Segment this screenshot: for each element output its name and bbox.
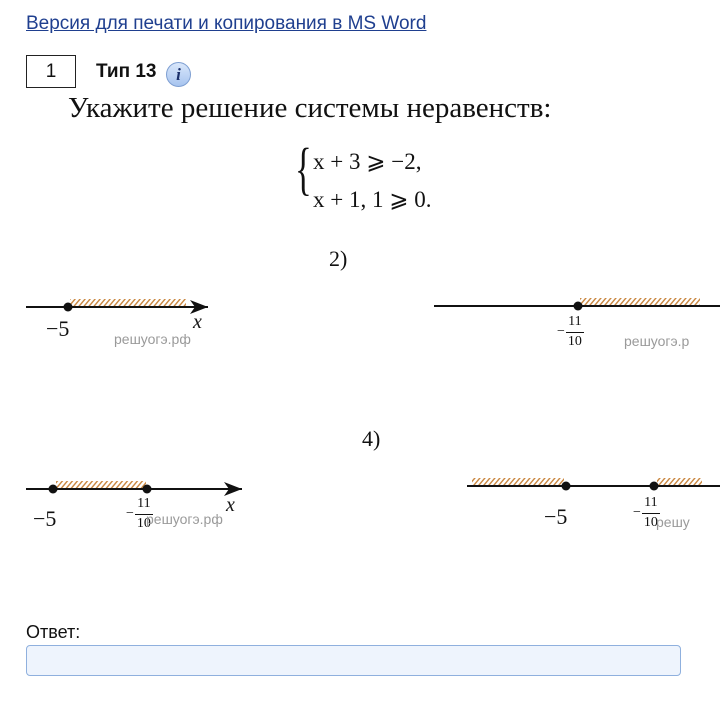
option-1-point [64, 303, 73, 312]
option-4-fraction-den: 10 [643, 514, 658, 530]
option-3-number-line[interactable] [26, 481, 242, 496]
option-3-point-b [143, 485, 152, 494]
option-4-number-line[interactable] [467, 478, 720, 491]
option-4-fraction-num: 11 [644, 495, 658, 510]
option-2-fraction-num: 11 [568, 314, 582, 329]
answer-input[interactable] [26, 645, 681, 676]
option-3-fraction-den: 10 [136, 515, 151, 531]
option-4-hatch-right [657, 478, 702, 485]
inequality-2: x + 1, 1 ⩾ 0. [313, 187, 432, 212]
option-3-axis-variable: x [226, 494, 235, 516]
option-4-watermark: решу [656, 514, 690, 530]
option-2-fraction-label [557, 315, 584, 349]
option-1-axis-variable: x [193, 311, 202, 333]
option-3-point-a [49, 485, 58, 494]
task-type-label: Тип 13 [96, 61, 157, 82]
option-2-fraction-bar [566, 332, 584, 333]
option-4-point-label: −5 [544, 504, 568, 529]
option-1-watermark: решуогэ.рф [114, 331, 191, 347]
print-version-link[interactable]: Версия для печати и копирования в MS Word [26, 13, 427, 34]
option-2-watermark: решуогэ.р [624, 333, 690, 349]
option-1-point-label: −5 [46, 316, 70, 341]
option-2-fraction-sign: − [557, 324, 565, 340]
option-2-point [574, 302, 583, 311]
option-4-fraction-sign: − [633, 505, 641, 521]
option-4-point-b [650, 482, 659, 491]
option-2-fraction [566, 315, 584, 349]
option-1-hatch [70, 299, 186, 306]
option-3-point-label: −5 [33, 506, 57, 531]
info-icon-glyph: i [176, 64, 181, 84]
option-2-hatch [580, 298, 700, 305]
option-label-2: 2) [329, 246, 348, 271]
option-2-fraction-den: 10 [567, 333, 582, 349]
option-3-hatch [56, 481, 146, 488]
option-label-4: 4) [362, 426, 381, 451]
option-2-number-line[interactable] [434, 298, 720, 311]
option-1-number-line[interactable] [26, 299, 208, 314]
system-brace: { [295, 136, 312, 201]
option-3-watermark: решуогэ.рф [146, 511, 223, 527]
option-3-fraction-num: 11 [137, 496, 151, 511]
question-text: Укажите решение системы неравенств: [68, 92, 552, 124]
inequality-1: x + 3 ⩾ −2, [313, 149, 422, 174]
option-3-fraction-sign: − [126, 506, 134, 522]
option-4-point-a [562, 482, 571, 491]
option-4-hatch-left [472, 478, 564, 485]
task-number: 1 [45, 60, 57, 82]
answer-label: Ответ: [26, 622, 81, 642]
